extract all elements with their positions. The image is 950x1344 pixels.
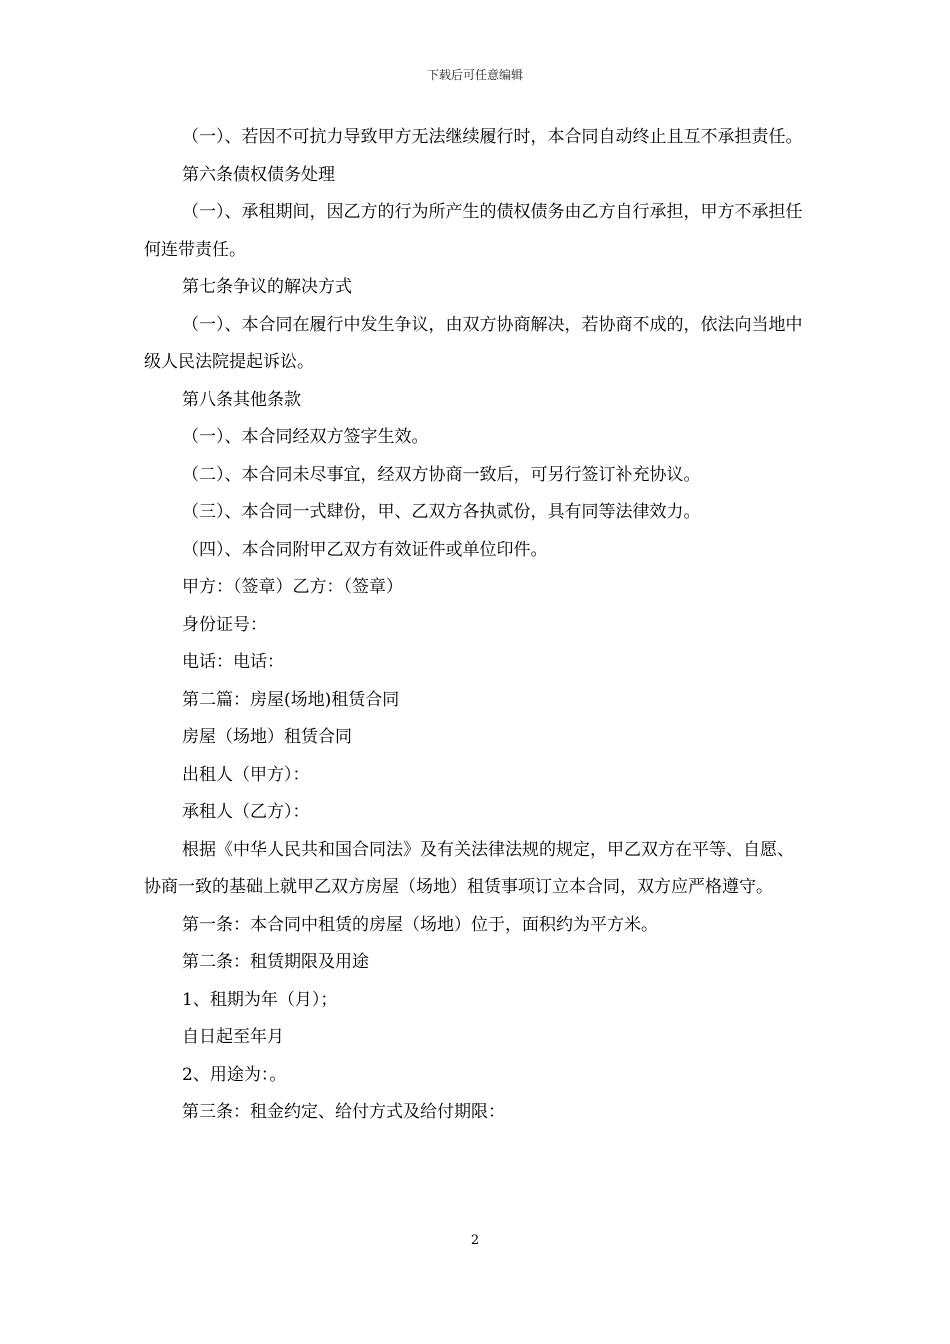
clause-attachments: （四）、本合同附甲乙双方有效证件或单位印件。 bbox=[182, 539, 548, 560]
clause-effective: （一）、本合同经双方签字生效。 bbox=[182, 427, 429, 447]
heading-article-6: 第六条债权债务处理 bbox=[182, 164, 335, 185]
lease-date-line: 自日起至年月 bbox=[182, 1027, 284, 1047]
paragraph-force-majeure: （一）、若因不可抗力导致甲方无法继续履行时，本合同自动终止且互不承担责任。 bbox=[182, 127, 803, 147]
article-2-heading: 第二条：租赁期限及用途 bbox=[182, 952, 369, 972]
clause-copies: （三）、本合同一式肆份，甲、乙双方各执贰份，具有同等法律效力。 bbox=[182, 502, 701, 522]
signature-line: 甲方：（签章）乙方：（签章） bbox=[182, 577, 403, 597]
header-note: 下载后可任意编辑 bbox=[426, 68, 523, 82]
phone-line: 电话：电话： bbox=[182, 652, 284, 672]
heading-article-7: 第七条争议的解决方式 bbox=[182, 277, 352, 297]
paragraph-dispute: （一）、本合同在履行中发生争议，由双方协商解决，若协商不成的，依法向当地中级人民法院提起诉讼。 bbox=[144, 314, 803, 372]
heading-article-8: 第八条其他条款 bbox=[182, 389, 301, 410]
article-1: 第一条：本合同中租赁的房屋（场地）位于，面积约为平方米。 bbox=[182, 914, 658, 935]
lease-term-line: 1、租期为年（月）； bbox=[182, 989, 338, 1010]
paragraph-debt-liability: （一）、承租期间，因乙方的行为所产生的债权债务由乙方自行承担，甲方不承担任何连带责任。 bbox=[144, 202, 803, 260]
section-title-part-2: 第二篇：房屋(场地)租赁合同 bbox=[182, 689, 400, 710]
lessor-line: 出租人（甲方）： bbox=[182, 764, 310, 785]
document-body bbox=[144, 119, 808, 1132]
clause-supplement: （二）、本合同未尽事宜，经双方协商一致后，可另行签订补充协议。 bbox=[182, 464, 701, 485]
article-3-heading: 第三条：租金约定、给付方式及给付期限： bbox=[182, 1102, 505, 1122]
contract-title: 房屋（场地）租赁合同 bbox=[182, 727, 352, 747]
id-number-line: 身份证号： bbox=[182, 614, 267, 635]
lessee-line: 承租人（乙方）： bbox=[182, 802, 310, 822]
usage-line: 2、用途为：。 bbox=[182, 1064, 287, 1085]
page-number: 2 bbox=[470, 1233, 480, 1248]
paragraph-preamble: 根据《中华人民共和国合同法》及有关法律法规的规定，甲乙双方在平等、自愿、协商一致的基础上就甲乙双方房屋（场地）租赁事项订立本合同，双方应严格遵守。 bbox=[144, 839, 794, 897]
